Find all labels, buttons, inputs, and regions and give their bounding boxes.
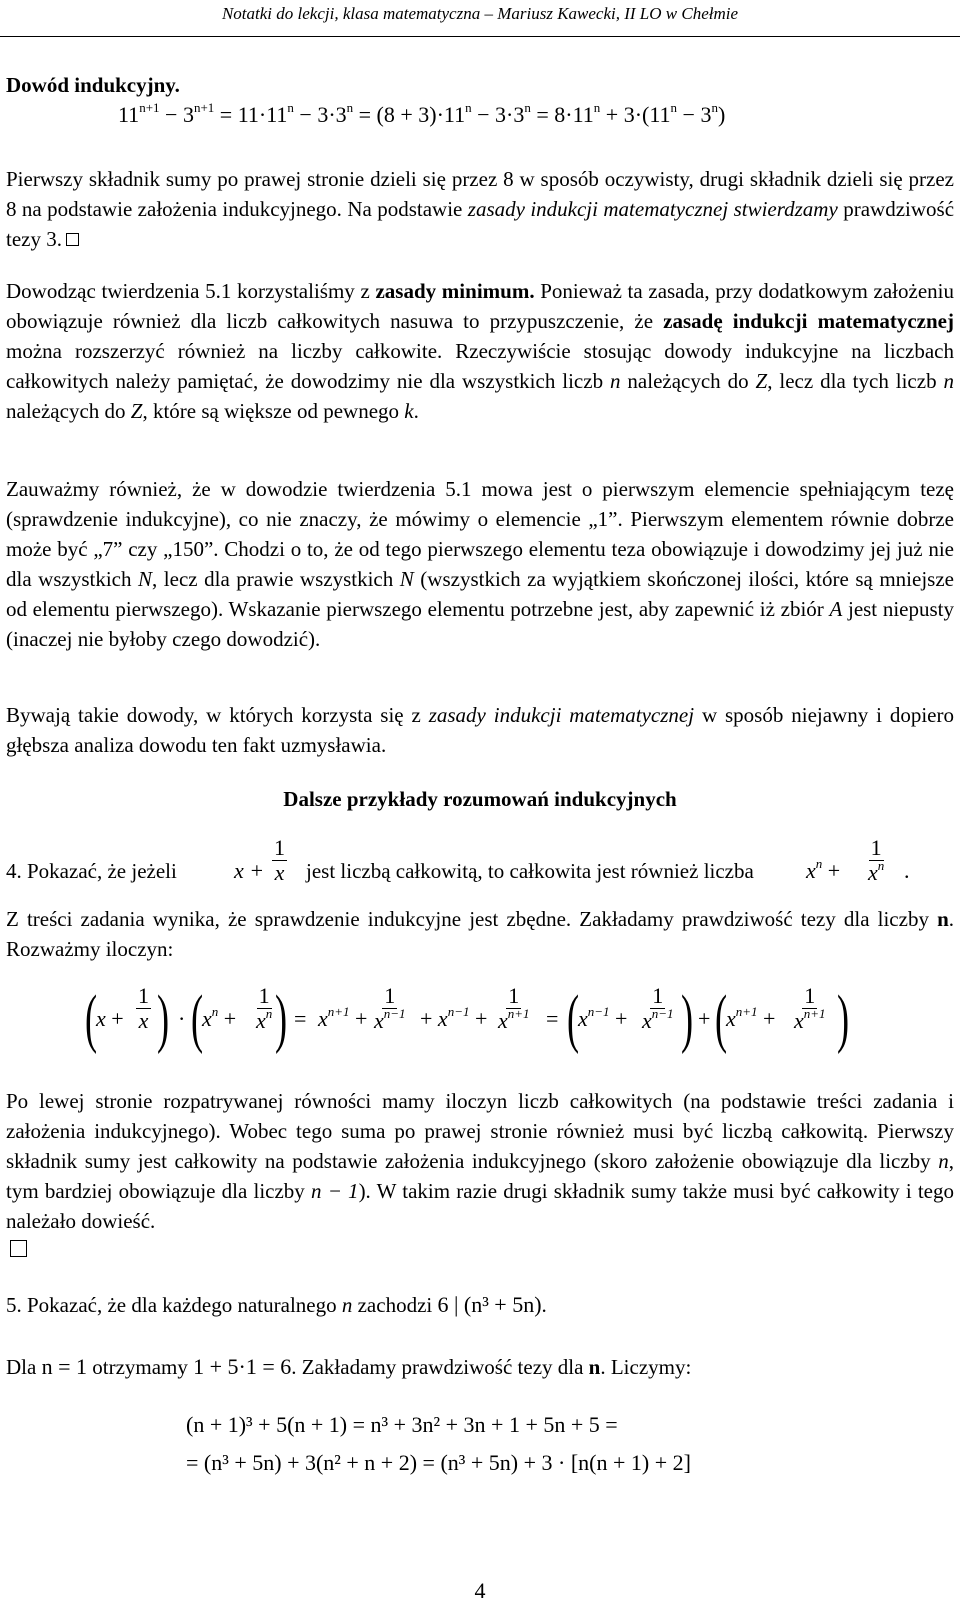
qed-square-icon (10, 1240, 27, 1257)
task4-middle-text: jest liczbą całkowitą, to całkowita jest również liczba (306, 859, 754, 883)
calc-line-2: = (n³ + 5n) + 3(n² + n + 2) = (n³ + 5n) + 3 · [n(n + 1) + 2] (186, 1450, 691, 1475)
paragraph-first-element: Zauważmy również, że w dowodzie twierdzenia 5.1 mowa jest o pierwszym elemencie spełniającym tezę (sprawdzenie indukcyjne), co nie znaczy, że mówimy o elemencie „1”. Pierwszym elementem równie dobrze może być „7” czy „150”. Chodzi o to, że od tego pierwszego elementu teza obowiązuje i dowodzimy jej już nie dla wszystkich N, lecz dla prawie wszystkich N (wszystkich za wyjątkiem skończonej ilości, które są mniejsze od elementu pierwszego). Wskazanie pierwszego elementu potrzebne jest, aby zapewnić iż zbiór A jest niepusty (inaczej nie byłoby czego dowodzić). (6, 477, 954, 651)
paragraph-product-intro: Z treści zadania wynika, że sprawdzenie indukcyjne jest zbędne. Zakładamy prawdziwość tezy dla liczby n. Rozważmy iloczyn: (6, 907, 954, 961)
page-number: 4 (474, 1578, 486, 1603)
qed-square-icon (66, 233, 79, 246)
proof-heading: Dowód indukcyjny. (6, 73, 180, 97)
paragraph-task4-conclusion: Po lewej stronie rozpatrywanej równości mamy iloczyn liczb całkowitych (na podstawie treści zadania i założenia indukcyjnego). Wobec tego suma po prawej stronie również musi być liczbą całkowitą. Pierwszy składnik sumy jest całkowity na podstawie założenia indukcyjnego (skoro założenie obowiązuje dla liczby n, tym bardziej obowiązuje dla liczby n − 1). W takim razie drugi składnik sumy także musi być całkowity i tego należało dowieść. (6, 1089, 954, 1233)
task4-x-plus: x + (234, 858, 265, 883)
section-heading: Dalsze przykłady rozumowań indukcyjnych (283, 787, 677, 811)
paragraph-implicit-proofs: Bywają takie dowody, w których korzysta się z zasady indukcji matematycznej w sposób niejawny i dopiero głębsza analiza dowodu ten fakt uzmysławia. (6, 703, 954, 757)
task4-fraction-1-over-x: $\frac{1}{x}$ (274, 835, 285, 885)
task4-fraction-1-over-xn: $\frac{1}{x^n}$ (868, 835, 885, 885)
proof-equation: $11^{n+1} - 3^{n+1} = 11\cdot 11^n - 3\cdot 3^n = (8 + 3)\cdot 11^n - 3\cdot 3^n = 8\cdot 11^n + 3\cdot(11^n - 3^n)$ (118, 100, 726, 127)
paragraph-proof-conclusion: Pierwszy składnik sumy po prawej stronie dzieli się przez 8 w sposób oczywisty, drugi składnik dzieli się przez 8 na podstawie założenia indukcyjnego. Na podstawie zasady indukcji matematycznej stwierdzamy prawdziwość tezy 3. (6, 167, 955, 251)
calc-line-1: (n + 1)³ + 5(n + 1) = n³ + 3n² + 3n + 1 + 5n + 5 = (186, 1412, 618, 1437)
header-rule (0, 36, 960, 37)
paragraph-task5-base-case: Dla n = 1 otrzymamy 1 + 5·1 = 6. Zakładamy prawdziwość tezy dla n. Liczymy: (6, 1354, 692, 1379)
task5-statement: 5. Pokazać, że dla każdego naturalnego n zachodzi 6 | (n³ + 5n). (6, 1292, 547, 1317)
task4-period: . (904, 858, 910, 883)
page-header: Notatki do lekcji, klasa matematyczna – Mariusz Kawecki, II LO w Chełmie (221, 4, 739, 23)
paragraph-minimum-principle: Dowodząc twierdzenia 5.1 korzystaliśmy z zasady minimum. Ponieważ ta zasada, przy dodatkowym założeniu obowiązuje również dla liczb całkowitych nasuwa to przypuszczenie, że zasadę indukcji matematycznej można rozszerzyć również na liczby całkowite. Rzeczywiście stosując dowody indukcyjne na liczbach całkowitych należy pamiętać, że dowodzimy nie dla wszystkich liczb n należących do Z, lecz dla tych liczb n należących do Z, które są większe od pewnego k. (6, 279, 954, 423)
task4-lead: 4. Pokazać, że jeżeli (6, 859, 177, 883)
task4-xn: $x^n$ + (806, 856, 841, 883)
